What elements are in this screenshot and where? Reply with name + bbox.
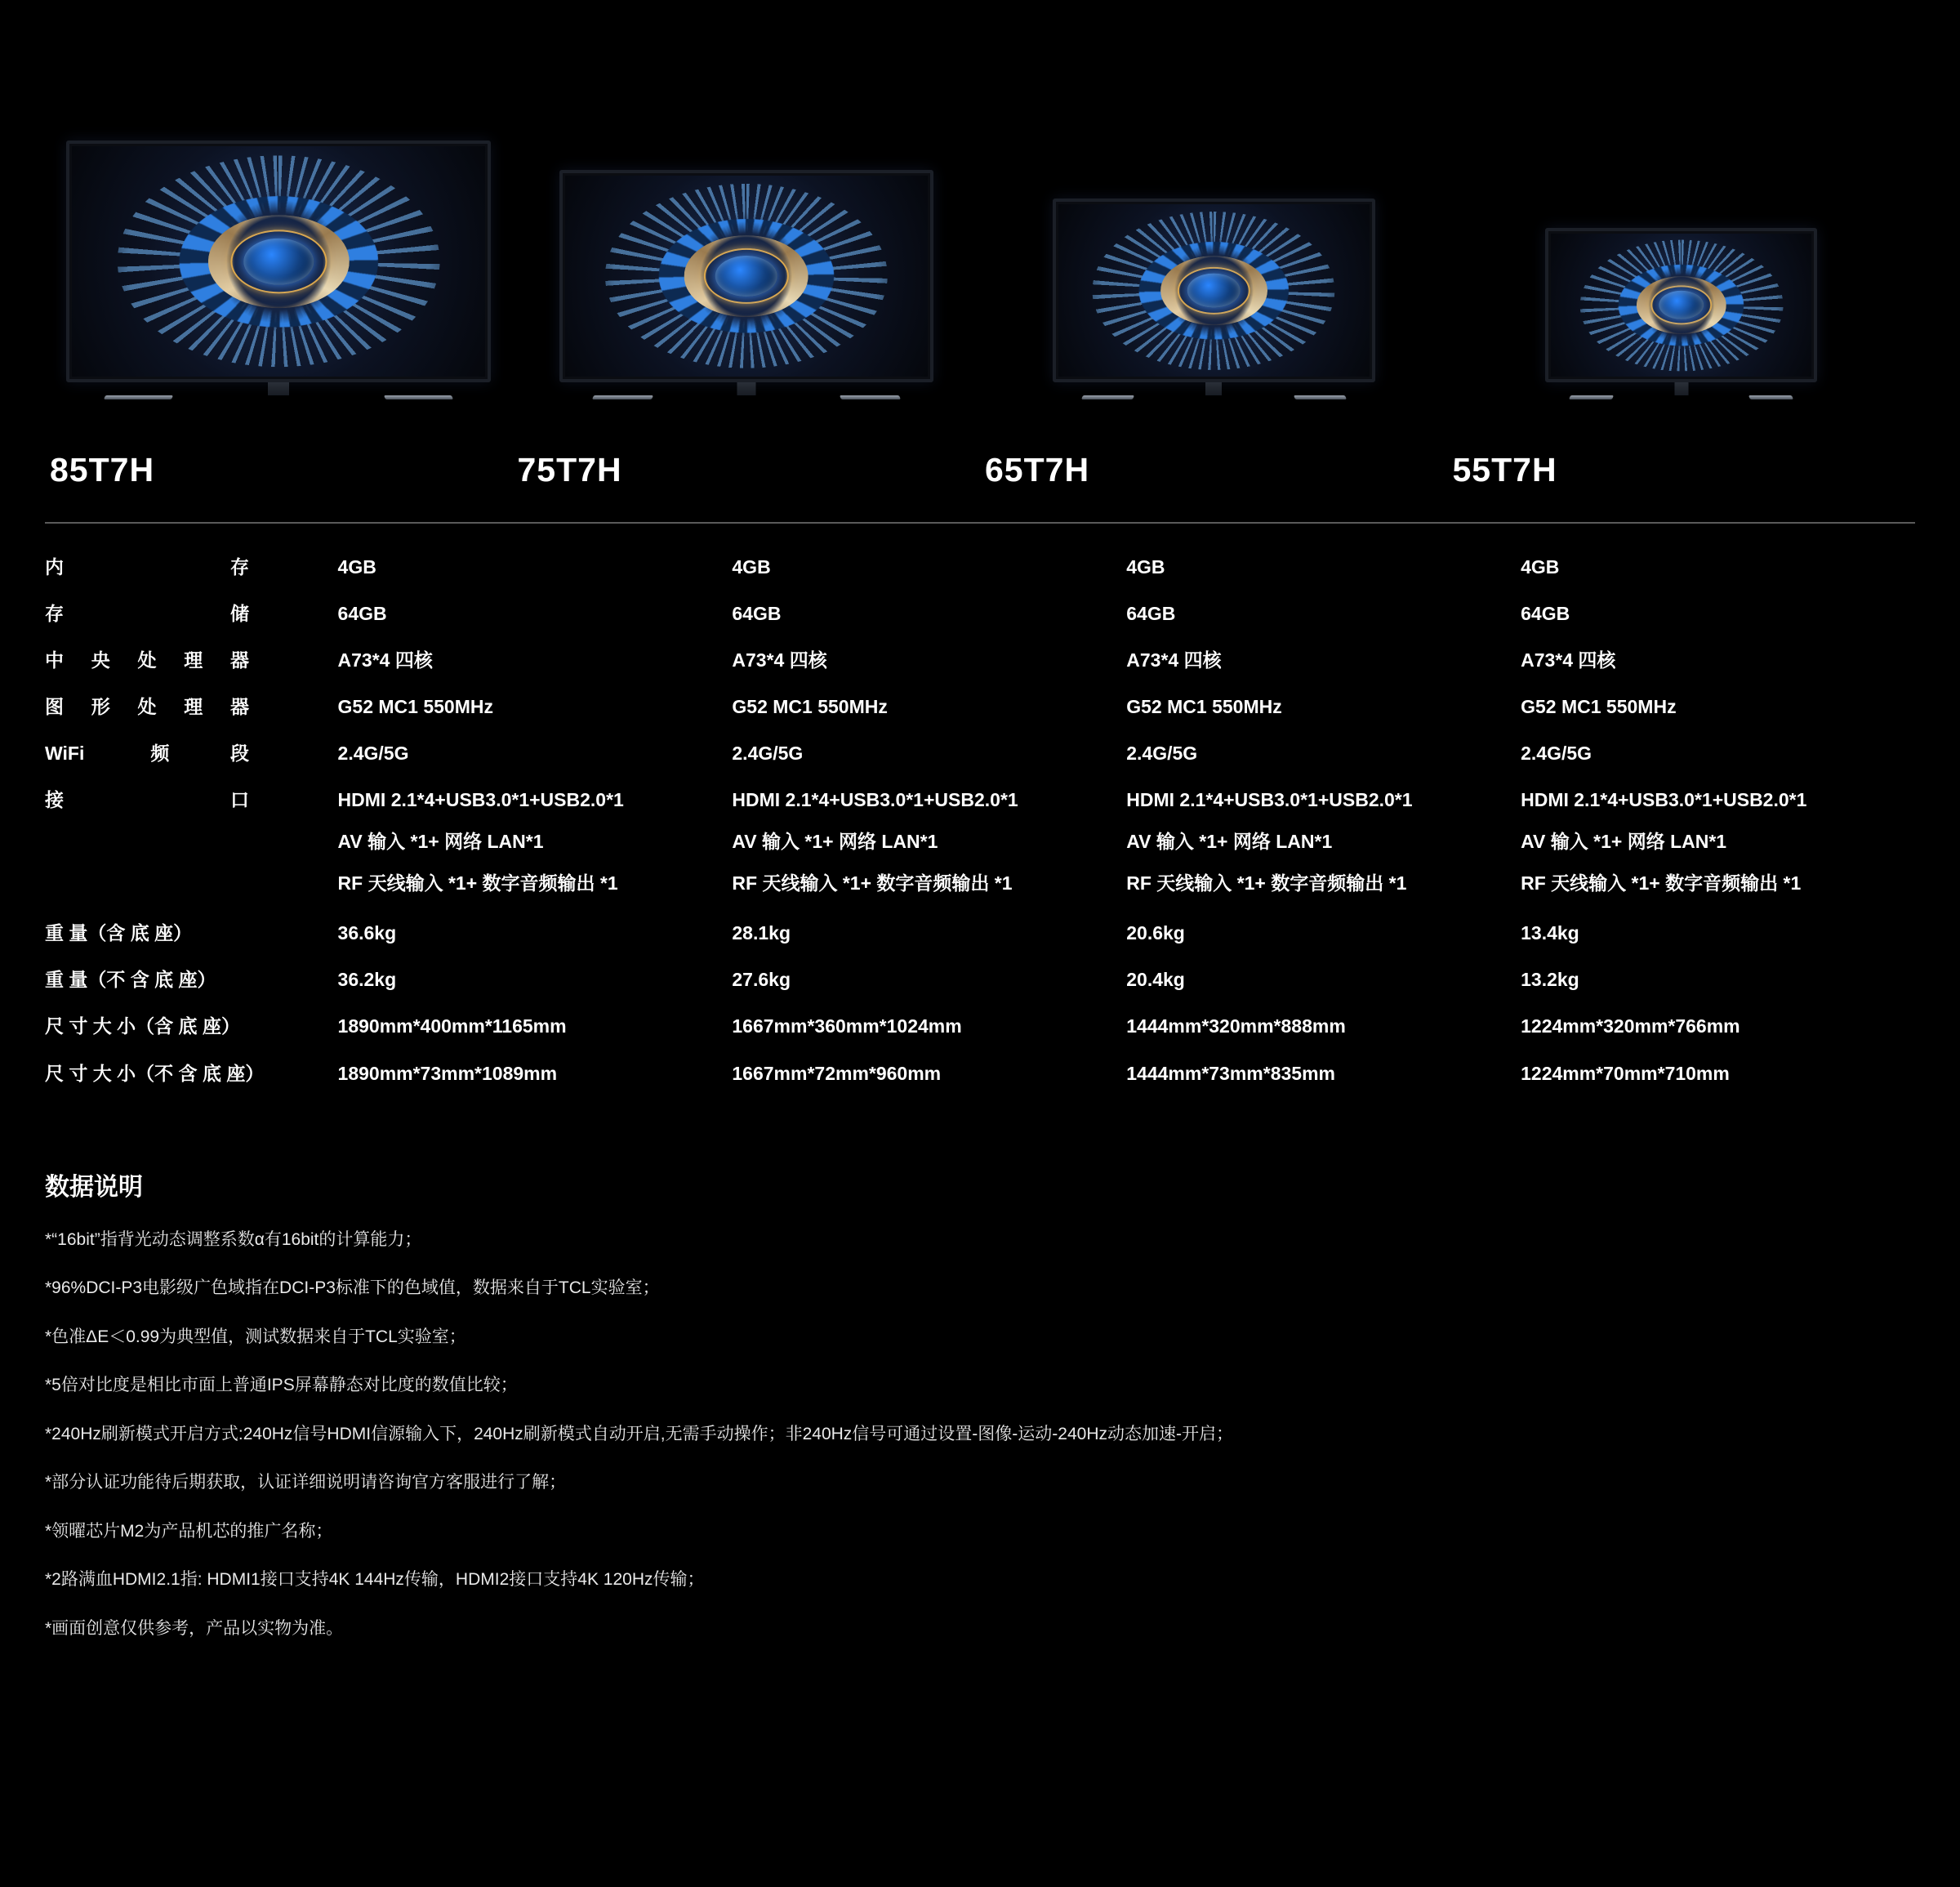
spec-row-label bbox=[45, 921, 338, 967]
spec-value-line: RF 天线输入 *1+ 数字音频输出 *1 bbox=[1521, 872, 1802, 894]
spec-label-text: 中央处理器 bbox=[45, 649, 249, 671]
spec-value-cell bbox=[1126, 648, 1521, 694]
spec-value-line: 1444mm*320mm*888mm bbox=[1126, 1015, 1346, 1037]
tv-screen bbox=[1545, 228, 1817, 382]
spec-label-text: 重 量（不 含 底 座） bbox=[45, 969, 216, 991]
product-model-name: 85T7H bbox=[50, 451, 155, 488]
spec-value-line: G52 MC1 550MHz bbox=[1521, 696, 1677, 718]
core-icon bbox=[715, 256, 777, 297]
spec-value-line: AV 输入 *1+ 网络 LAN*1 bbox=[1521, 831, 1727, 853]
tv-stand-neck bbox=[737, 382, 755, 395]
note-line: *2路满血HDMI2.1指: HDMI1接口支持4K 144Hz传输，HDMI2接口支持4K 120Hz传输； bbox=[45, 1570, 705, 1590]
spec-row-label bbox=[45, 787, 338, 921]
spec-row-label bbox=[45, 648, 338, 694]
tv-screen bbox=[1053, 199, 1375, 382]
spec-value-line: HDMI 2.1*4+USB3.0*1+USB2.0*1 bbox=[1521, 789, 1807, 811]
spec-value-line: 2.4G/5G bbox=[1521, 743, 1592, 765]
spec-value-cell bbox=[1126, 601, 1521, 648]
spec-value-line: 1667mm*360mm*1024mm bbox=[732, 1015, 962, 1037]
spec-value-line: AV 输入 *1+ 网络 LAN*1 bbox=[1126, 831, 1333, 853]
spec-label-text: 尺 寸 大 小（含 底 座） bbox=[45, 1015, 240, 1037]
spec-row-label bbox=[45, 555, 338, 601]
spec-label-text: 图形处理器 bbox=[45, 696, 249, 718]
spec-row bbox=[45, 741, 1915, 787]
core-icon bbox=[1187, 273, 1241, 308]
spec-row bbox=[45, 1061, 1915, 1108]
spec-value-line: 27.6kg bbox=[732, 969, 791, 991]
spec-row bbox=[45, 601, 1915, 648]
product-card[interactable] bbox=[980, 123, 1448, 489]
spec-row-label bbox=[45, 1061, 338, 1108]
tv-foot-right bbox=[1748, 395, 1793, 399]
data-notes-section bbox=[45, 1167, 1915, 1642]
product-gallery bbox=[0, 0, 1960, 489]
product-model-name: 75T7H bbox=[517, 451, 622, 488]
spec-value-cell bbox=[732, 787, 1126, 921]
spec-value-line: 1444mm*73mm*835mm bbox=[1126, 1062, 1335, 1084]
spec-row bbox=[45, 555, 1915, 601]
spec-value-cell bbox=[338, 921, 733, 967]
spec-value-line: RF 天线输入 *1+ 数字音频输出 *1 bbox=[1126, 872, 1407, 894]
tv-screen bbox=[559, 170, 933, 382]
spec-value-line: 4GB bbox=[1126, 556, 1165, 578]
note-line: *240Hz刷新模式开启方式:240Hz信号HDMI信源输入下，240Hz刷新模式自动开启,无需手动操作；非240Hz信号可通过设置-图像-运动-240Hz动态加速-开启； bbox=[45, 1424, 1233, 1443]
spec-value-cell bbox=[338, 601, 733, 648]
spec-value-cell bbox=[1521, 1014, 1915, 1060]
spec-value-line: AV 输入 *1+ 网络 LAN*1 bbox=[732, 831, 938, 853]
spec-value-line: 1890mm*73mm*1089mm bbox=[337, 1062, 558, 1084]
spec-label-text: 重 量（含 底 座） bbox=[45, 922, 193, 944]
spec-value-line: 4GB bbox=[732, 556, 771, 578]
spec-value-cell bbox=[338, 648, 733, 694]
product-image bbox=[513, 123, 981, 413]
burst-graphic bbox=[118, 155, 440, 367]
spec-label-text: 内存 bbox=[45, 556, 249, 578]
spec-value-line: 2.4G/5G bbox=[732, 743, 804, 765]
spec-value-line: HDMI 2.1*4+USB3.0*1+USB2.0*1 bbox=[1126, 789, 1413, 811]
tv-foot-left bbox=[1081, 395, 1134, 399]
burst-graphic bbox=[1579, 239, 1783, 371]
spec-row bbox=[45, 921, 1915, 967]
spec-row-label bbox=[45, 967, 338, 1014]
spec-value-line: A73*4 四核 bbox=[732, 649, 827, 671]
spec-value-cell bbox=[1126, 787, 1521, 921]
note-line: *“16bit”指背光动态调整系数α有16bit的计算能力； bbox=[45, 1229, 422, 1249]
tv-foot-right bbox=[384, 395, 453, 399]
spec-value-cell bbox=[338, 787, 733, 921]
spec-label-text: WiFi 频段 bbox=[45, 743, 249, 765]
spec-value-cell bbox=[732, 555, 1126, 601]
spec-value-line: 13.2kg bbox=[1521, 969, 1579, 991]
product-model-name: 65T7H bbox=[985, 451, 1090, 488]
spec-value-line: 36.2kg bbox=[337, 969, 397, 991]
product-image bbox=[1448, 123, 1916, 413]
product-card[interactable] bbox=[1448, 123, 1916, 489]
spec-value-cell bbox=[1126, 741, 1521, 787]
spec-value-line: HDMI 2.1*4+USB3.0*1+USB2.0*1 bbox=[337, 789, 624, 811]
burst-graphic bbox=[1093, 211, 1335, 369]
spec-value-cell bbox=[1521, 694, 1915, 741]
spec-value-cell bbox=[338, 1061, 733, 1108]
screen-artwork bbox=[72, 146, 485, 377]
spec-value-cell bbox=[1126, 1061, 1521, 1108]
tv-stand-neck bbox=[1205, 382, 1222, 395]
product-model-name: 55T7H bbox=[1452, 451, 1557, 488]
spec-value-cell bbox=[732, 967, 1126, 1014]
core-icon bbox=[243, 238, 314, 284]
spec-value-line: 28.1kg bbox=[732, 922, 791, 944]
spec-value-line: A73*4 四核 bbox=[1126, 649, 1222, 671]
spec-value-cell bbox=[1521, 648, 1915, 694]
spec-value-line: RF 天线输入 *1+ 数字音频输出 *1 bbox=[732, 872, 1013, 894]
spec-row-label bbox=[45, 694, 338, 741]
spec-value-cell bbox=[338, 555, 733, 601]
spec-value-line: 4GB bbox=[1521, 556, 1560, 578]
spec-value-cell bbox=[732, 601, 1126, 648]
core-icon bbox=[1659, 291, 1704, 319]
spec-value-cell bbox=[338, 967, 733, 1014]
spec-value-cell bbox=[1521, 967, 1915, 1014]
spec-row bbox=[45, 648, 1915, 694]
spec-label-text: 接口 bbox=[45, 789, 249, 811]
spec-row bbox=[45, 967, 1915, 1014]
note-line: *领曜芯片M2为产品机芯的推广名称； bbox=[45, 1521, 333, 1541]
spec-value-line: 1224mm*70mm*710mm bbox=[1521, 1062, 1730, 1084]
spec-value-line: G52 MC1 550MHz bbox=[1126, 696, 1282, 718]
spec-value-line: 4GB bbox=[337, 556, 376, 578]
specification-table bbox=[45, 555, 1915, 1108]
spec-value-cell bbox=[1126, 555, 1521, 601]
spec-value-line: 64GB bbox=[1521, 603, 1570, 625]
note-line: *色准ΔE＜0.99为典型值，测试数据来自于TCL实验室； bbox=[45, 1327, 466, 1346]
tv-foot-right bbox=[1294, 395, 1347, 399]
spec-value-cell bbox=[338, 1014, 733, 1060]
notes-list bbox=[45, 1227, 1915, 1642]
spec-value-cell bbox=[338, 694, 733, 741]
product-image bbox=[45, 123, 513, 413]
spec-value-line: AV 输入 *1+ 网络 LAN*1 bbox=[337, 831, 544, 853]
spec-value-cell bbox=[732, 921, 1126, 967]
spec-value-cell bbox=[1521, 921, 1915, 967]
spec-value-line: 20.4kg bbox=[1126, 969, 1185, 991]
spec-value-cell bbox=[1126, 967, 1521, 1014]
spec-value-line: 2.4G/5G bbox=[1126, 743, 1198, 765]
spec-value-line: G52 MC1 550MHz bbox=[732, 696, 888, 718]
tv-foot-left bbox=[592, 395, 653, 399]
spec-value-cell bbox=[1126, 921, 1521, 967]
spec-value-cell bbox=[1521, 787, 1915, 921]
spec-value-cell bbox=[338, 741, 733, 787]
product-card[interactable] bbox=[45, 123, 513, 489]
spec-value-cell bbox=[1521, 601, 1915, 648]
spec-row-label bbox=[45, 601, 338, 648]
spec-value-line: A73*4 四核 bbox=[1521, 649, 1616, 671]
tv-screen bbox=[66, 141, 491, 382]
note-line: *96%DCI-P3电影级广色域指在DCI-P3标准下的色域值，数据来自于TCL实验室； bbox=[45, 1278, 660, 1298]
spec-row bbox=[45, 694, 1915, 741]
note-line: *部分认证功能待后期获取，认证详细说明请咨询官方客服进行了解； bbox=[45, 1473, 567, 1492]
screen-artwork bbox=[1058, 204, 1370, 377]
spec-value-cell bbox=[1126, 694, 1521, 741]
section-divider bbox=[45, 522, 1915, 524]
spec-label-text: 存储 bbox=[45, 603, 249, 625]
spec-value-cell bbox=[1521, 1061, 1915, 1108]
spec-value-cell bbox=[1521, 741, 1915, 787]
spec-row-label bbox=[45, 741, 338, 787]
tv-foot-left bbox=[104, 395, 173, 399]
spec-label-text: 尺 寸 大 小（不 含 底 座） bbox=[45, 1062, 265, 1084]
spec-value-line: G52 MC1 550MHz bbox=[337, 696, 493, 718]
screen-artwork bbox=[1551, 234, 1811, 377]
spec-value-line: HDMI 2.1*4+USB3.0*1+USB2.0*1 bbox=[732, 789, 1018, 811]
spec-row-label bbox=[45, 1014, 338, 1060]
tv-foot-left bbox=[1569, 395, 1614, 399]
spec-value-line: RF 天线输入 *1+ 数字音频输出 *1 bbox=[337, 872, 618, 894]
spec-value-cell bbox=[732, 1061, 1126, 1108]
spec-value-line: A73*4 四核 bbox=[337, 649, 433, 671]
note-line: *5倍对比度是相比市面上普通IPS屏幕静态对比度的数值比较； bbox=[45, 1376, 518, 1395]
spec-row bbox=[45, 1014, 1915, 1060]
spec-value-cell bbox=[1521, 555, 1915, 601]
spec-value-line: 13.4kg bbox=[1521, 922, 1579, 944]
spec-value-line: 64GB bbox=[1126, 603, 1176, 625]
spec-value-cell bbox=[732, 648, 1126, 694]
spec-value-cell bbox=[732, 694, 1126, 741]
spec-value-line: 36.6kg bbox=[337, 922, 397, 944]
spec-value-line: 1890mm*400mm*1165mm bbox=[337, 1015, 567, 1037]
spec-value-line: 64GB bbox=[732, 603, 782, 625]
tv-foot-right bbox=[840, 395, 901, 399]
note-line: *画面创意仅供参考，产品以实物为准。 bbox=[45, 1618, 344, 1638]
spec-value-line: 20.6kg bbox=[1126, 922, 1185, 944]
spec-value-line: 64GB bbox=[337, 603, 387, 625]
product-card[interactable] bbox=[513, 123, 981, 489]
screen-artwork bbox=[565, 176, 928, 377]
spec-value-cell bbox=[732, 1014, 1126, 1060]
spec-value-line: 2.4G/5G bbox=[337, 743, 409, 765]
burst-graphic bbox=[605, 184, 888, 368]
spec-value-cell bbox=[1126, 1014, 1521, 1060]
spec-value-cell bbox=[732, 741, 1126, 787]
tv-stand-neck bbox=[268, 382, 289, 395]
spec-row bbox=[45, 787, 1915, 921]
notes-title: 数据说明 bbox=[45, 1173, 143, 1201]
spec-value-line: 1224mm*320mm*766mm bbox=[1521, 1015, 1740, 1037]
product-image bbox=[980, 123, 1448, 413]
spec-value-line: 1667mm*72mm*960mm bbox=[732, 1062, 942, 1084]
tv-stand-neck bbox=[1674, 382, 1688, 395]
